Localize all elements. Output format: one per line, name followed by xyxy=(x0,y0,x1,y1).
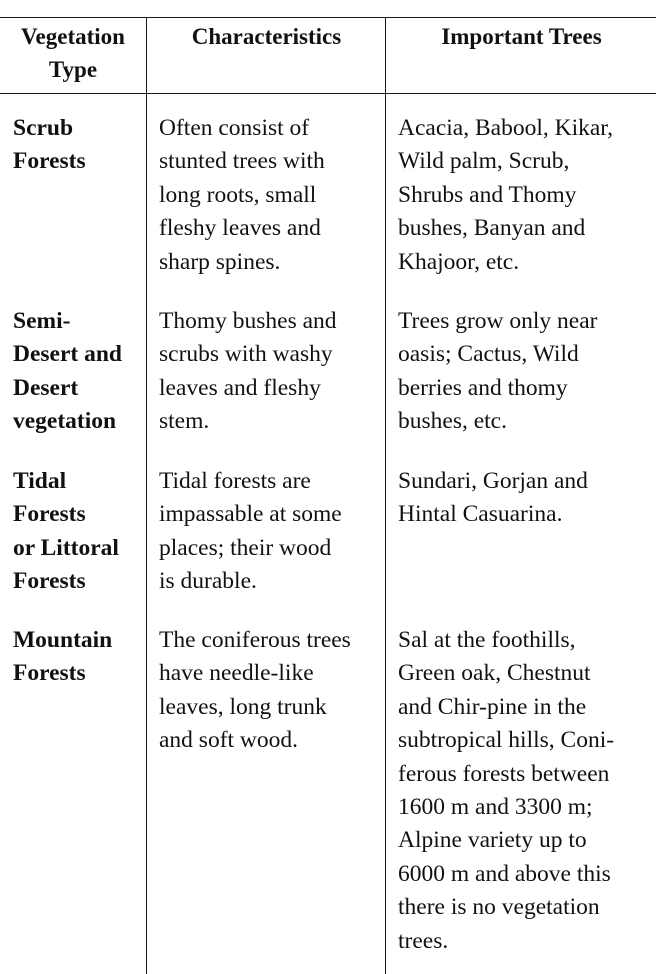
header-important-trees: Important Trees xyxy=(441,24,602,49)
row-desert-characteristics: Thomy bushes and scrubs with washy leaves and fleshy stem. xyxy=(159,308,337,435)
row-desert-trees: Trees grow only near oasis; Cactus, Wild berries and thomy bushes, etc. xyxy=(398,308,598,435)
header-characteristics: Characteristics xyxy=(191,24,342,49)
row-mountain-trees: Sal at the foothills, Green oak, Chestnut and Chir-pine in the subtropical hills, Coni- ferous forests between 1600 m and 3300 m; Alpine variety up to 6000 m and above this there is no vegetation trees. xyxy=(398,627,615,954)
row-scrub-type: Scrub Forests xyxy=(13,115,86,175)
row-scrub-trees: Acacia, Babool, Kikar, Wild palm, Scrub, Shrubs and Thomy bushes, Banyan and Khajoor, etc. xyxy=(398,115,614,275)
row-mountain-characteristics: The coniferous trees have needle-like leaves, long trunk and soft wood. xyxy=(159,627,351,754)
row-mountain-type: Mountain Forests xyxy=(13,627,113,687)
header-bottom-rule xyxy=(0,93,656,94)
row-desert-type: Semi- Desert and Desert vegetation xyxy=(13,308,122,435)
row-tidal-trees: Sundari, Gorjan and Hintal Casuarina. xyxy=(398,468,588,528)
row-tidal-type: Tidal Forests or Littoral Forests xyxy=(13,468,119,595)
header-vegetation-type: Vegetation Type xyxy=(21,24,125,82)
row-scrub-characteristics: Often consist of stunted trees with long roots, small fleshy leaves and sharp spines. xyxy=(159,115,325,275)
table-top-rule xyxy=(0,17,656,18)
column-divider-2 xyxy=(385,18,386,974)
column-divider-1 xyxy=(146,18,147,974)
row-tidal-characteristics: Tidal forests are impassable at some places; their wood is durable. xyxy=(159,468,342,595)
